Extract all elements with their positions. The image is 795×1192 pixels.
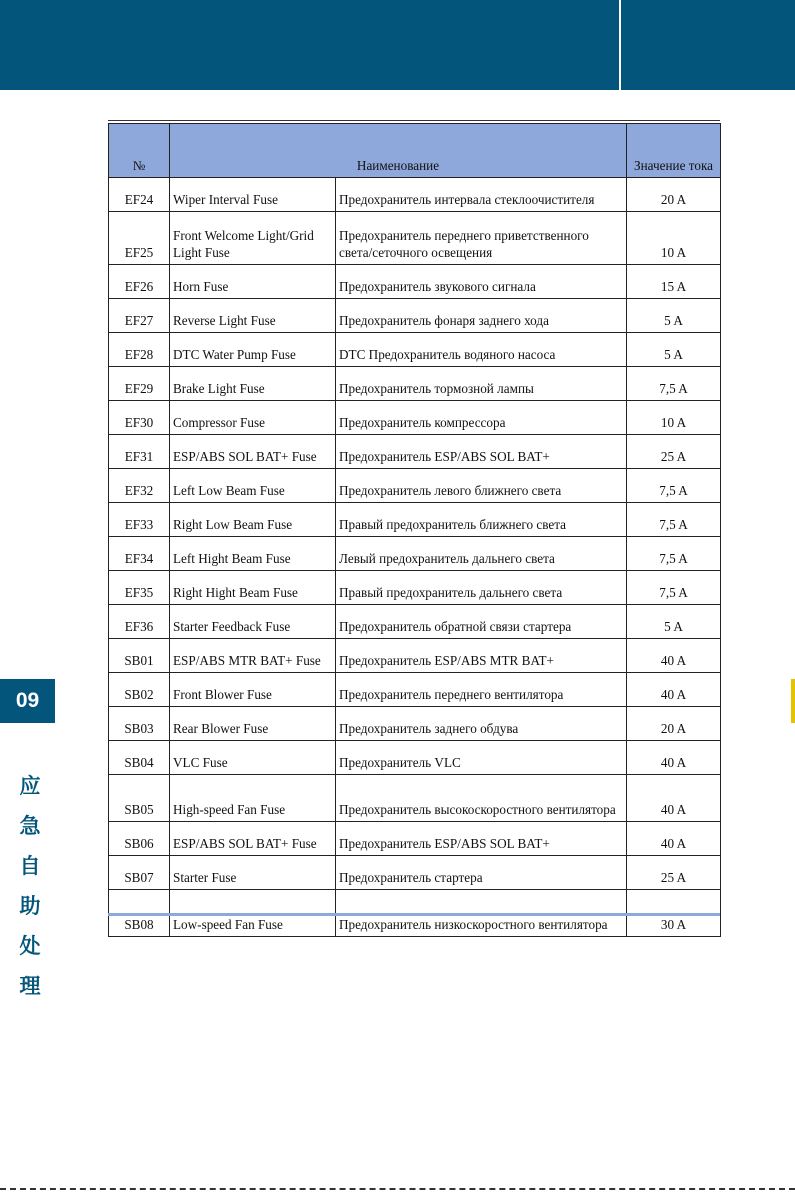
table-row bbox=[109, 435, 721, 469]
fuse-code-cell: SB01 bbox=[109, 639, 170, 673]
fuse-code-cell: EF27 bbox=[109, 299, 170, 333]
table-row bbox=[109, 856, 721, 890]
fuse-name-en-cell: Reverse Light Fuse bbox=[170, 299, 336, 333]
table-row bbox=[109, 401, 721, 435]
table-row bbox=[109, 571, 721, 605]
fuse-name-en-cell: Front Blower Fuse bbox=[170, 673, 336, 707]
fuse-name-en-cell: ESP/ABS SOL BAT+ Fuse bbox=[170, 435, 336, 469]
table-bottom-rule bbox=[108, 913, 720, 916]
fuse-code-cell: SB06 bbox=[109, 822, 170, 856]
chapter-number: 09 bbox=[15, 689, 40, 712]
fuse-code-cell: EF29 bbox=[109, 367, 170, 401]
fuse-table-body bbox=[109, 178, 721, 937]
fuse-name-en-cell: Compressor Fuse bbox=[170, 401, 336, 435]
fuse-code-cell: EF36 bbox=[109, 605, 170, 639]
fuse-current-cell: 40 A bbox=[627, 741, 721, 775]
fuse-name-en-cell: Right Hight Beam Fuse bbox=[170, 571, 336, 605]
fuse-name-en-cell: Front Welcome Light/Grid Light Fuse bbox=[170, 212, 336, 265]
footer-cut-line bbox=[0, 1188, 795, 1190]
fuse-name-ru-cell: Правый предохранитель ближнего света bbox=[336, 503, 627, 537]
fuse-name-en-cell: Starter Feedback Fuse bbox=[170, 605, 336, 639]
fuse-name-ru-cell: Предохранитель обратной связи стартера bbox=[336, 605, 627, 639]
fuse-current-cell: 25 A bbox=[627, 856, 721, 890]
fuse-code-cell: EF34 bbox=[109, 537, 170, 571]
fuse-name-en-cell: High-speed Fan Fuse bbox=[170, 775, 336, 822]
table-row bbox=[109, 367, 721, 401]
table-row bbox=[109, 707, 721, 741]
fuse-code-cell: EF28 bbox=[109, 333, 170, 367]
table-row bbox=[109, 775, 721, 822]
fuse-name-en-cell: Starter Fuse bbox=[170, 856, 336, 890]
fuse-current-cell: 10 A bbox=[627, 212, 721, 265]
fuse-name-ru-cell: Предохранитель звукового сигнала bbox=[336, 265, 627, 299]
fuse-name-en-cell: Brake Light Fuse bbox=[170, 367, 336, 401]
fuse-current-cell: 7,5 A bbox=[627, 469, 721, 503]
side-label-char: 理 bbox=[19, 974, 41, 998]
table-row bbox=[109, 673, 721, 707]
table-row bbox=[109, 639, 721, 673]
side-label-char: 自 bbox=[19, 854, 41, 878]
header-name: Наименование bbox=[170, 124, 627, 178]
fuse-code-cell: EF25 bbox=[109, 212, 170, 265]
fuse-name-ru-cell: Предохранитель высокоскоростного вентилятора bbox=[336, 775, 627, 822]
fuse-name-ru-cell: Предохранитель стартера bbox=[336, 856, 627, 890]
fuse-name-en-cell: Rear Blower Fuse bbox=[170, 707, 336, 741]
fuse-current-cell: 25 A bbox=[627, 435, 721, 469]
fuse-current-cell: 7,5 A bbox=[627, 571, 721, 605]
fuse-name-en-cell: Wiper Interval Fuse bbox=[170, 178, 336, 212]
fuse-current-cell: 10 A bbox=[627, 401, 721, 435]
fuse-name-ru-cell: Предохранитель ESP/ABS SOL BAT+ bbox=[336, 822, 627, 856]
fuse-code-cell: EF31 bbox=[109, 435, 170, 469]
side-label-char: 急 bbox=[19, 814, 41, 838]
table-row bbox=[109, 503, 721, 537]
fuse-code-cell: SB03 bbox=[109, 707, 170, 741]
table-row bbox=[109, 469, 721, 503]
fuse-name-ru-cell: Предохранитель левого ближнего света bbox=[336, 469, 627, 503]
table-row bbox=[109, 178, 721, 212]
table-row bbox=[109, 212, 721, 265]
table-header-row bbox=[109, 124, 721, 178]
chapter-tab bbox=[0, 679, 55, 723]
fuse-code-cell: EF30 bbox=[109, 401, 170, 435]
fuse-current-cell: 7,5 A bbox=[627, 367, 721, 401]
fuse-name-ru-cell: Предохранитель компрессора bbox=[336, 401, 627, 435]
fuse-code-cell: EF33 bbox=[109, 503, 170, 537]
header-number: № bbox=[109, 124, 170, 178]
fuse-current-cell: 30 A bbox=[627, 890, 721, 937]
fuse-code-cell: SB07 bbox=[109, 856, 170, 890]
fuse-name-ru-cell: Предохранитель ESP/ABS SOL BAT+ bbox=[336, 435, 627, 469]
fuse-current-cell: 7,5 A bbox=[627, 503, 721, 537]
table-top-rule bbox=[108, 120, 720, 121]
fuse-name-en-cell: ESP/ABS MTR BAT+ Fuse bbox=[170, 639, 336, 673]
fuse-current-cell: 5 A bbox=[627, 333, 721, 367]
fuse-name-ru-cell: Предохранитель фонаря заднего хода bbox=[336, 299, 627, 333]
fuse-name-en-cell: Horn Fuse bbox=[170, 265, 336, 299]
table-row bbox=[109, 741, 721, 775]
fuse-name-ru-cell: DTC Предохранитель водяного насоса bbox=[336, 333, 627, 367]
fuse-name-ru-cell: Предохранитель VLC bbox=[336, 741, 627, 775]
fuse-name-en-cell: Low-speed Fan Fuse bbox=[170, 890, 336, 937]
table-row bbox=[109, 537, 721, 571]
fuse-name-ru-cell: Правый предохранитель дальнего света bbox=[336, 571, 627, 605]
fuse-current-cell: 40 A bbox=[627, 775, 721, 822]
top-banner-divider bbox=[619, 0, 621, 90]
fuse-name-ru-cell: Левый предохранитель дальнего света bbox=[336, 537, 627, 571]
fuse-current-cell: 40 A bbox=[627, 673, 721, 707]
table-row bbox=[109, 822, 721, 856]
side-label-char: 助 bbox=[19, 894, 41, 918]
fuse-code-cell: EF35 bbox=[109, 571, 170, 605]
side-label-char: 应 bbox=[19, 774, 41, 798]
table-row bbox=[109, 265, 721, 299]
top-banner bbox=[0, 0, 795, 90]
fuse-current-cell: 40 A bbox=[627, 639, 721, 673]
fuse-name-en-cell: DTC Water Pump Fuse bbox=[170, 333, 336, 367]
fuse-name-en-cell: Left Hight Beam Fuse bbox=[170, 537, 336, 571]
table-row bbox=[109, 333, 721, 367]
fuse-code-cell: EF26 bbox=[109, 265, 170, 299]
fuse-name-ru-cell: Предохранитель тормозной лампы bbox=[336, 367, 627, 401]
side-label-char: 处 bbox=[19, 934, 41, 958]
fuse-code-cell: SB05 bbox=[109, 775, 170, 822]
fuse-code-cell: SB08 bbox=[109, 890, 170, 937]
table-row bbox=[109, 605, 721, 639]
fuse-current-cell: 40 A bbox=[627, 822, 721, 856]
fuse-name-en-cell: Left Low Beam Fuse bbox=[170, 469, 336, 503]
fuse-current-cell: 5 A bbox=[627, 605, 721, 639]
fuse-name-en-cell: VLC Fuse bbox=[170, 741, 336, 775]
fuse-current-cell: 20 A bbox=[627, 178, 721, 212]
fuse-code-cell: EF32 bbox=[109, 469, 170, 503]
fuse-current-cell: 20 A bbox=[627, 707, 721, 741]
fuse-name-ru-cell: Предохранитель низкоскоростного вентилятора bbox=[336, 890, 627, 937]
fuse-name-ru-cell: Предохранитель переднего вентилятора bbox=[336, 673, 627, 707]
header-current: Значение тока bbox=[627, 124, 721, 178]
table-row bbox=[109, 299, 721, 333]
fuse-table bbox=[108, 123, 721, 937]
fuse-name-en-cell: ESP/ABS SOL BAT+ Fuse bbox=[170, 822, 336, 856]
fuse-code-cell: SB02 bbox=[109, 673, 170, 707]
fuse-code-cell: SB04 bbox=[109, 741, 170, 775]
page-edge-marker bbox=[791, 679, 795, 723]
fuse-name-ru-cell: Предохранитель заднего обдува bbox=[336, 707, 627, 741]
fuse-name-en-cell: Right Low Beam Fuse bbox=[170, 503, 336, 537]
fuse-current-cell: 5 A bbox=[627, 299, 721, 333]
chapter-side-label bbox=[10, 766, 50, 1006]
fuse-name-ru-cell: Предохранитель переднего приветственного света/сеточного освещения bbox=[336, 212, 627, 265]
fuse-current-cell: 15 A bbox=[627, 265, 721, 299]
fuse-current-cell: 7,5 A bbox=[627, 537, 721, 571]
fuse-code-cell: EF24 bbox=[109, 178, 170, 212]
fuse-name-ru-cell: Предохранитель интервала стеклоочистителя bbox=[336, 178, 627, 212]
fuse-name-ru-cell: Предохранитель ESP/ABS MTR BAT+ bbox=[336, 639, 627, 673]
